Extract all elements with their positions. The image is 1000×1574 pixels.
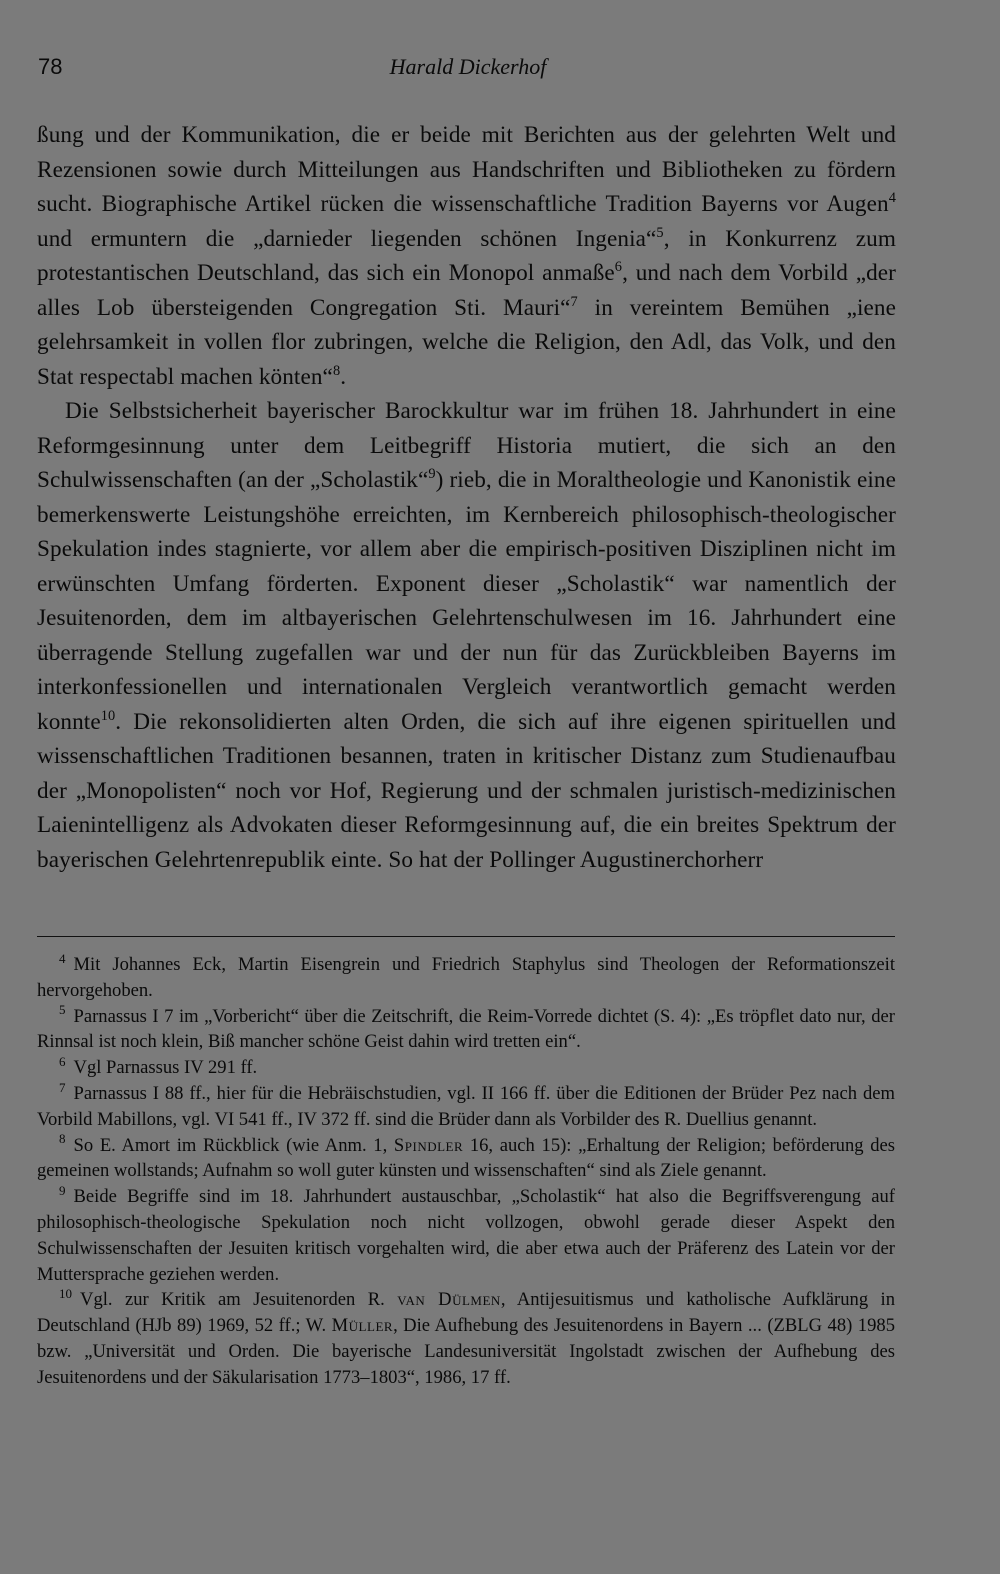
text-run: ßung und der Kommunikation, die er beide mit Berichten aus der gelehrten Welt und Rezensionen sowie durch Mitteilungen aus Handschriften und Bibliotheken zu fördern sucht. Biographische Artikel rücken die wissenschaftliche Tradition Bayerns vor Augen xyxy=(37,122,896,217)
running-head xyxy=(38,54,898,88)
footnote-text: Beide Begriffe sind im 18. Jahrhundert austauschbar, „Scholastik“ hat also die Begriffsverengung auf philosophisch-theologische Spekulation noch nicht vollzogen, obwohl gerade dieser Aspekt den Schulwissenschaften der Jesuiten kritisch vorgehalten wird, die aber etwa auch der Präferenz des Latein vor der Muttersprache geziehen werden. xyxy=(37,1186,895,1285)
footnote xyxy=(37,1133,895,1185)
footnote-ref: 5 xyxy=(656,224,664,241)
footnote-ref: 10 xyxy=(100,707,116,724)
author-name: Müller xyxy=(331,1315,394,1337)
footnote-number: 5 xyxy=(59,1002,66,1018)
paragraph xyxy=(37,118,896,394)
footnote-number: 10 xyxy=(59,1286,73,1302)
text-run: , in Konkurrenz zum protestantischen Deutschland, das sich ein Monopol anmaße xyxy=(37,225,896,286)
footnotes xyxy=(37,952,895,1391)
footnote-number: 4 xyxy=(59,950,66,966)
footnote-divider xyxy=(37,936,895,937)
text-run: , und nach dem Vorbild „der alles Lob übersteigenden Congregation Sti. Mauri“ xyxy=(37,260,896,321)
footnote-number: 6 xyxy=(59,1054,66,1070)
footnote-text: Vgl Parnassus IV 291 ff. xyxy=(73,1057,258,1079)
footnote-ref: 9 xyxy=(428,466,436,483)
running-head-author: Harald Dickerhof xyxy=(389,54,547,79)
text-run: und ermuntern die „darnieder liegenden schönen Ingenia“ xyxy=(37,225,657,252)
text-run: in vereintem Bemühen „iene gelehrsamkeit in vollen flor zubringen, welche die Religion, den Adl, das Volk, und den Stat respectabl machen könten“ xyxy=(37,294,897,390)
footnote-text: Vgl. zur Kritik am Jesuitenorden R. xyxy=(80,1289,398,1311)
footnote-ref: 6 xyxy=(614,259,623,276)
footnote-text: 16, auch 15): „Erhaltung der Religion; beförderung des gemeinen wollstands; Aufnahm so woll guter künsten und wissenschaften“ sind als Ziele genannt. xyxy=(37,1134,896,1182)
footnote-text: , Antijesuitismus und katholische Aufklärung in Deutschland (HJb 89) 1969, 52 ff.; W. xyxy=(37,1289,895,1337)
footnote xyxy=(37,1004,895,1056)
footnote xyxy=(37,1081,895,1133)
paragraph xyxy=(37,394,896,877)
footnote-ref: 4 xyxy=(888,190,896,207)
text-run: Die Selbstsicherheit bayerischer Barockkultur war im frühen 18. Jahrhundert in eine Reformgesinnung unter dem Leitbegriff Historia mutiert, die sich an den Schulwissenschaften (an der „Scholastik“ xyxy=(37,398,896,493)
footnote xyxy=(37,1287,895,1390)
footnote xyxy=(37,952,895,1004)
footnote-number: 9 xyxy=(59,1183,66,1199)
footnote-ref: 8 xyxy=(332,362,341,379)
footnote-text: Mit Johannes Eck, Martin Eisengrein und Friedrich Staphylus sind Theologen der Reformationszeit hervorgehoben. xyxy=(37,954,895,1001)
body-text xyxy=(37,118,896,877)
text-run: . Die rekonsolidierten alten Orden, die sich auf ihre eigenen spirituellen und wissenschaftlichen Traditionen besannen, traten in kritischer Distanz zum Studienaufbau der „Monopolisten“ noch vor Hof, Regierung und der schmalen juristisch-medizinischen Laienintelligenz als Advokaten dieser Reformgesinnung auf, die ein breites Spektrum der bayerischen Gelehrtenrepublik einte. So hat der Pollinger Augustinerchorherr xyxy=(37,708,896,873)
footnote xyxy=(37,1184,895,1287)
footnote-number: 7 xyxy=(59,1079,66,1095)
footnote-ref: 7 xyxy=(570,293,578,310)
author-name: van Dülmen xyxy=(397,1289,501,1311)
page-number: 78 xyxy=(38,54,63,79)
author-name: Spindler xyxy=(393,1134,464,1156)
footnote xyxy=(37,1055,895,1081)
footnote-text: So E. Amort im Rückblick (wie Anm. 1, xyxy=(73,1134,394,1156)
footnote-number: 8 xyxy=(59,1131,66,1147)
footnote-text: Parnassus I 88 ff., hier für die Hebräischstudien, vgl. II 166 ff. über die Editionen der Brüder Pez nach dem Vorbild Mabillons, vgl. VI 541 ff., IV 372 ff. sind die Brüder dann als Vorbilder des R. Duellius genannt. xyxy=(37,1082,895,1130)
text-run: . xyxy=(340,363,347,390)
text-run: ) rieb, die in Moraltheologie und Kanonistik eine bemerkenswerte Leistungshöhe erreichten, im Kernbereich philosophisch-theologischer Spekulation indes stagnierte, vor allem aber die empirisch-positiven Disziplinen nicht im erwünschten Umfang förderten. Exponent dieser „Scholastik“ war namentlich der Jesuitenorden, dem im altbayerischen Gelehrtenschulwesen im 16. Jahrhundert eine überragende Stellung zugefallen war und der nun für das Zurückbleiben Bayerns im interkonfessionellen und internationalen Vergleich verantwortlich gemacht werden konnte xyxy=(37,467,896,735)
footnote-text: Parnassus I 7 im „Vorbericht“ über die Zeitschrift, die Reim-Vorrede dichtet (S. 4): „Es tröpflet dato nur, der Rinnsal ist noch klein, Biß mancher schöne Geist dahin wird tretten ein“. xyxy=(37,1005,895,1053)
footnote-text: , Die Aufhebung des Jesuitenordens in Bayern ... (ZBLG 48) 1985 bzw. „Universität und Orden. Die bayerische Landesuniversität Ingolstadt zwischen der Aufhebung des Jesuitenordens und der Säkularisation 1773–1803“, 1986, 17 ff. xyxy=(37,1315,895,1388)
